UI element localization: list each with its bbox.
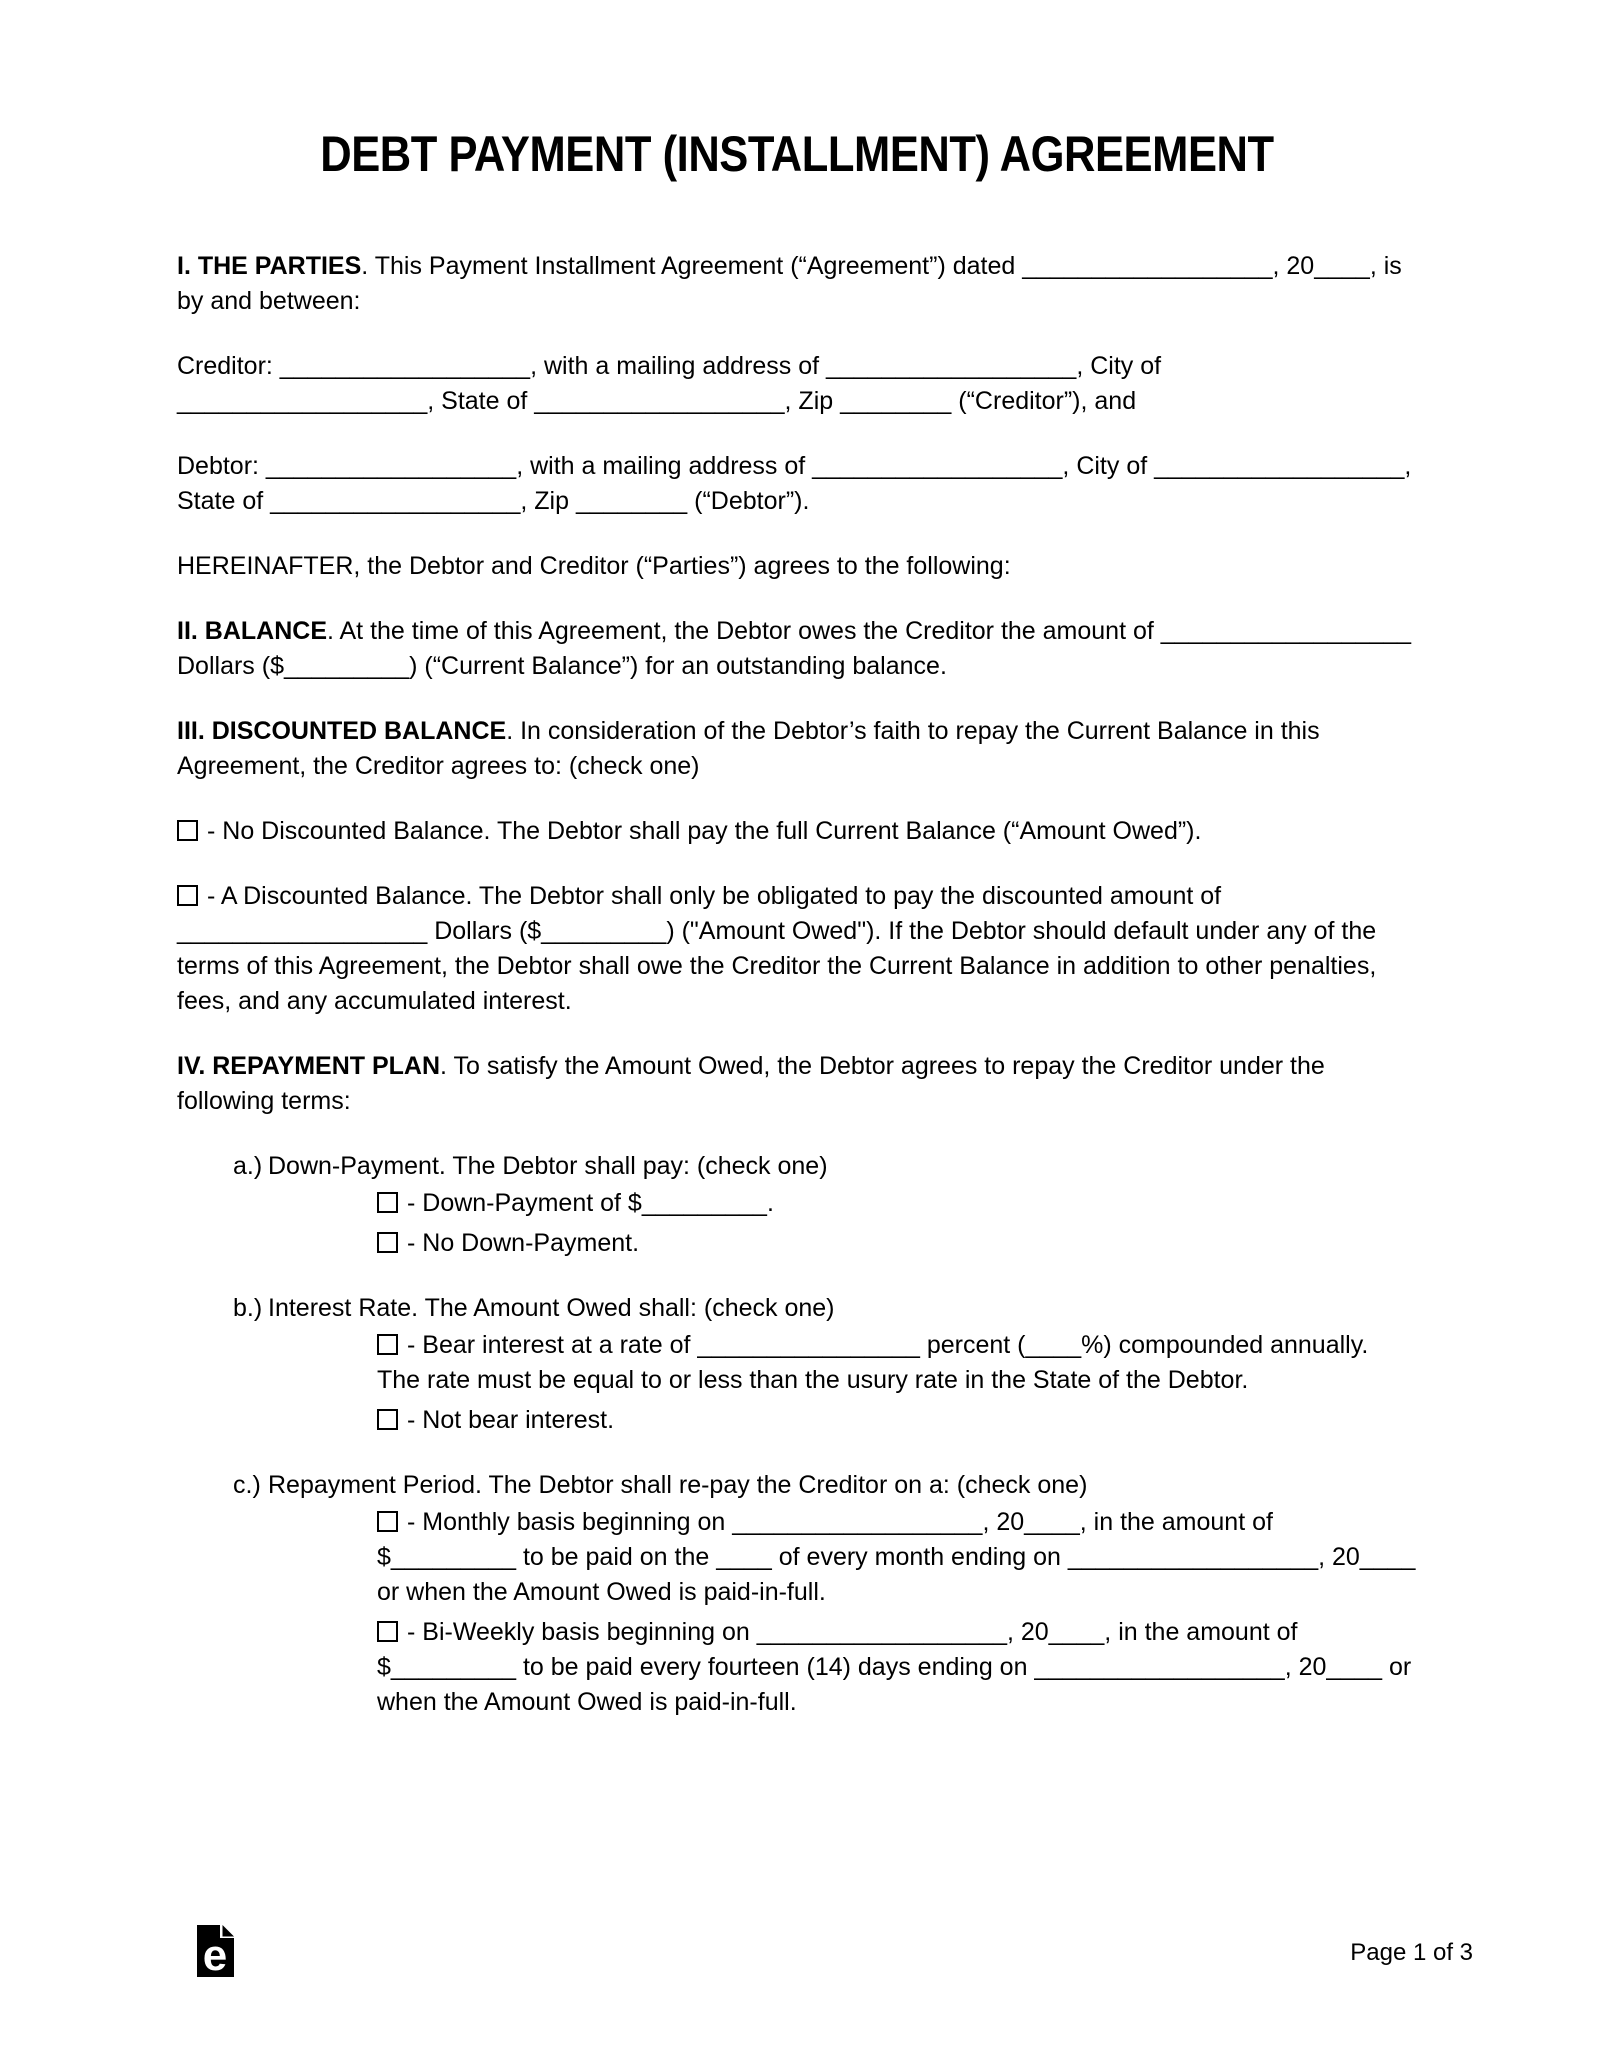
checkbox-monthly-basis-icon[interactable] (377, 1511, 398, 1532)
checkbox-biweekly-basis-icon[interactable] (377, 1621, 398, 1642)
option-biweekly-basis-label: - Bi-Weekly basis beginning on __________________, 20____, in the amount of $_________ to be paid every fourteen (14) days ending on __________________, 20____ or when the Amount Owed is paid-in-full. (377, 1618, 1412, 1716)
clause-interest-rate-text: Interest Rate. The Amount Owed shall: (check one) (268, 1294, 835, 1322)
document-logo-icon (197, 1925, 234, 1977)
option-discounted-balance (177, 879, 1417, 1019)
section-parties-body: . This Payment Installment Agreement (“Agreement”) dated __________________, 20____, is by and between: (177, 252, 1402, 315)
page-number: Page 1 of 3 (1350, 1939, 1473, 1966)
clause-interest-rate-header (233, 1291, 1417, 1326)
document-title (177, 125, 1417, 183)
clause-down-payment (177, 1149, 1417, 1261)
section-discounted-balance (177, 714, 1417, 784)
clause-repayment-period-text: Repayment Period. The Debtor shall re-pay the Creditor on a: (check one) (268, 1471, 1088, 1499)
option-no-down-payment-label: - No Down-Payment. (407, 1229, 640, 1257)
clause-repayment-period-header (233, 1468, 1417, 1503)
section-balance-body: . At the time of this Agreement, the Debtor owes the Creditor the amount of __________________ Dollars ($_________) (“Current Balance”) for an outstanding balance. (177, 617, 1412, 680)
option-no-discounted-balance (177, 814, 1417, 849)
option-monthly-basis-label: - Monthly basis beginning on __________________, 20____, in the amount of $_________ to be paid on the ____ of every month ending on __________________, 20____ or when the Amount Owed is paid-in-full. (377, 1508, 1416, 1606)
clause-repayment-period (177, 1468, 1417, 1720)
clause-interest-rate (177, 1291, 1417, 1438)
option-bear-interest-label: - Bear interest at a rate of ________________ percent (____%) compounded annually. The rate must be equal to or less than the usury rate in the State of the Debtor. (377, 1331, 1369, 1394)
option-monthly-basis (177, 1505, 1417, 1610)
checkbox-down-payment-icon[interactable] (377, 1192, 398, 1213)
checkbox-discounted-balance-icon[interactable] (177, 885, 198, 906)
section-parties-heading: I. THE PARTIES (177, 252, 362, 280)
debtor-clause: Debtor: __________________, with a mailing address of __________________, City of __________________, State of __________________, Zip ________ (“Debtor”). (177, 452, 1412, 515)
section-balance (177, 614, 1417, 684)
creditor-clause: Creditor: __________________, with a mailing address of __________________, City of __________________, State of __________________, Zip ________ (“Creditor”), and (177, 352, 1162, 415)
section-repayment-plan-heading: IV. REPAYMENT PLAN (177, 1052, 441, 1080)
option-not-bear-interest-label: - Not bear interest. (407, 1406, 615, 1434)
checkbox-no-down-payment-icon[interactable] (377, 1232, 398, 1253)
hereinafter-clause: HEREINAFTER, the Debtor and Creditor (“Parties”) agrees to the following: (177, 552, 1011, 580)
clause-interest-rate-label: b.) (233, 1294, 263, 1322)
option-discounted-balance-label: - A Discounted Balance. The Debtor shall only be obligated to pay the discounted amount of __________________ Dollars ($_________) ("Amount Owed"). If the Debtor should default under any of the terms of this Agreement, the Debtor shall owe the Creditor the Current Balance in addition to other penalties, fees, and any accumulated interest. (177, 882, 1377, 1015)
clause-repayment-period-label: c.) (233, 1471, 261, 1499)
option-down-payment-label: - Down-Payment of $_________. (407, 1189, 774, 1217)
logo-letter: e (202, 1931, 228, 1977)
option-down-payment (177, 1186, 1417, 1221)
section-repayment-plan (177, 1049, 1417, 1119)
section-discounted-balance-body: . In consideration of the Debtor’s faith to repay the Current Balance in this Agreement, the Creditor agrees to: (check one) (177, 717, 1320, 780)
section-repayment-plan-body: . To satisfy the Amount Owed, the Debtor agrees to repay the Creditor under the following terms: (177, 1052, 1325, 1115)
clause-down-payment-label: a.) (233, 1152, 263, 1180)
option-no-discounted-balance-label: - No Discounted Balance. The Debtor shall pay the full Current Balance (“Amount Owed”). (207, 817, 1202, 845)
section-discounted-balance-heading: III. DISCOUNTED BALANCE (177, 717, 507, 745)
clause-down-payment-header (233, 1149, 1417, 1184)
section-parties (177, 249, 1417, 319)
option-biweekly-basis (177, 1615, 1417, 1720)
section-balance-heading: II. BALANCE (177, 617, 327, 645)
clause-down-payment-text: Down-Payment. The Debtor shall pay: (check one) (268, 1152, 828, 1180)
checkbox-not-bear-interest-icon[interactable] (377, 1409, 398, 1430)
option-bear-interest (177, 1328, 1417, 1398)
document-body (177, 125, 1417, 1750)
option-no-down-payment (177, 1226, 1417, 1261)
document-title-text: DEBT PAYMENT (INSTALLMENT) AGREEMENT (320, 126, 1274, 182)
option-not-bear-interest (177, 1403, 1417, 1438)
checkbox-no-discounted-balance-icon[interactable] (177, 820, 198, 841)
checkbox-bear-interest-icon[interactable] (377, 1334, 398, 1355)
